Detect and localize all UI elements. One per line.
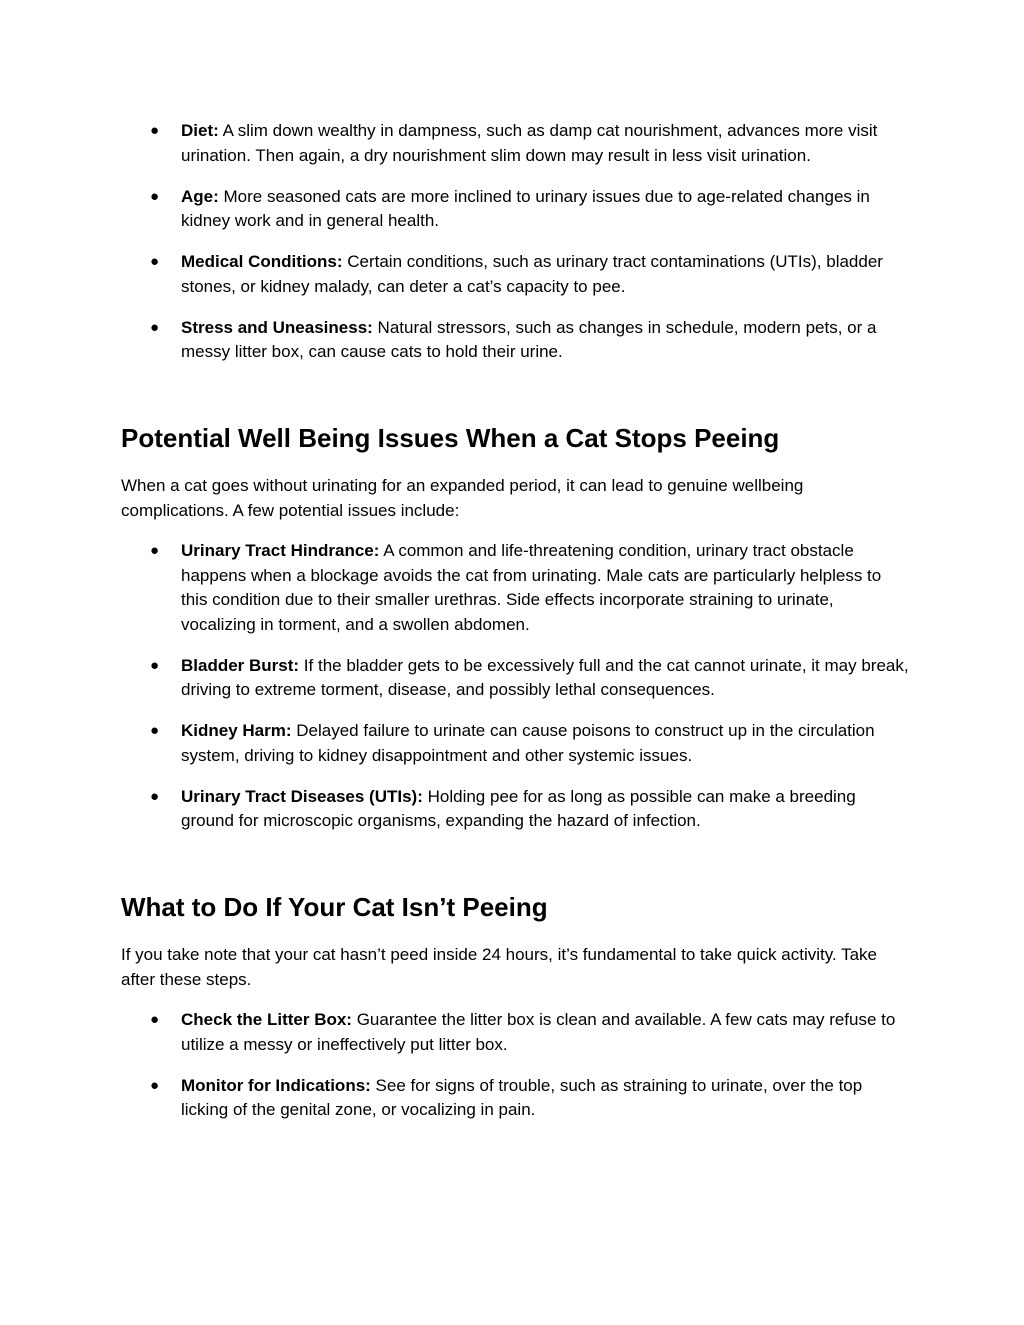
list-item-text: Natural stressors, such as changes in schedule, modern pets, or a messy litter box, can cause cats to hold their urine. — [181, 317, 877, 361]
list-item — [150, 654, 910, 703]
list-item — [150, 250, 910, 299]
list-item — [150, 1074, 910, 1123]
bullet-icon: ● — [150, 1011, 160, 1028]
list-item-term: Check the Litter Box: — [181, 1010, 352, 1029]
list-item-term: Monitor for Indications: — [181, 1075, 371, 1095]
bullet-icon: ● — [150, 1076, 160, 1094]
list-item-text: Holding pee for as long as possible can make a breeding ground for microscopic organisms, expanding the hazard of infection. — [181, 786, 856, 830]
list-item — [150, 785, 910, 834]
list-item-text: If the bladder gets to be excessively full and the cat cannot urinate, it may break, driving to extreme torment, disease, and possibly lethal consequences. — [181, 655, 909, 699]
factors-list — [150, 119, 910, 381]
bullet-icon: ● — [150, 122, 160, 139]
list-item-term: Bladder Burst: — [181, 655, 300, 675]
section-intro-action: If you take note that your cat hasn’t peed inside 24 hours, it’s fundamental to take quick activity. Take after these steps. — [121, 945, 878, 989]
list-item-text: Delayed failure to urinate can cause poisons to construct up in the circulation system, driving to kidney disappointment and other systemic issues. — [181, 721, 875, 765]
list-item-term: Diet: — [181, 121, 219, 140]
list-item-text: More seasoned cats are more inclined to urinary issues due to age-related changes in kidney work and in general health. — [181, 186, 870, 230]
section-heading-issues: Potential Well Being Issues When a Cat Stops Peeing — [121, 423, 780, 453]
list-item-text: Certain conditions, such as urinary tract contaminations (UTIs), bladder stones, or kidney malady, can deter a cat’s capacity to pee. — [181, 252, 883, 296]
list-item-text: Guarantee the litter box is clean and available. A few cats may refuse to utilize a messy or ineffectively put litter box. — [181, 1010, 896, 1054]
list-item — [150, 185, 910, 234]
bullet-icon: ● — [150, 787, 160, 805]
list-item-text: A slim down wealthy in dampness, such as damp cat nourishment, advances more visit urination. Then again, a dry nourishment slim down may result in less visit urination. — [181, 121, 878, 165]
list-item-term: Urinary Tract Diseases (UTIs): — [181, 786, 423, 806]
list-item-term: Stress and Uneasiness: — [181, 317, 373, 337]
bullet-icon: ● — [150, 656, 160, 674]
bullet-icon: ● — [150, 542, 160, 559]
steps-list — [150, 1008, 910, 1139]
list-item-term: Age: — [181, 186, 219, 206]
list-item — [150, 719, 910, 768]
section-heading-action: What to Do If Your Cat Isn’t Peeing — [121, 892, 548, 922]
list-item — [150, 119, 910, 168]
bullet-icon: ● — [150, 722, 160, 739]
list-item — [150, 539, 910, 637]
list-item-term: Kidney Harm: — [181, 721, 292, 740]
issues-list — [150, 539, 910, 850]
bullet-icon: ● — [150, 187, 160, 205]
bullet-icon: ● — [150, 318, 160, 336]
section-intro-issues: When a cat goes without urinating for an expanded period, it can lead to genuine wellbeing complications. A few potential issues include: — [121, 476, 804, 520]
bullet-icon: ● — [150, 253, 160, 270]
list-item — [150, 1008, 910, 1057]
list-item-term: Medical Conditions: — [181, 252, 343, 271]
list-item-text: A common and life-threatening condition, urinary tract obstacle happens when a blockage avoids the cat from urinating. Male cats are particularly helpless to this condition due to their smaller urethras. Side effects incorporate straining to urinate, vocalizing in torment, and a swollen abdomen. — [181, 541, 882, 634]
list-item — [150, 316, 910, 365]
list-item-term: Urinary Tract Hindrance: — [181, 541, 380, 560]
list-item-text: See for signs of trouble, such as straining to urinate, over the top licking of the genital zone, or vocalizing in pain. — [181, 1075, 863, 1119]
